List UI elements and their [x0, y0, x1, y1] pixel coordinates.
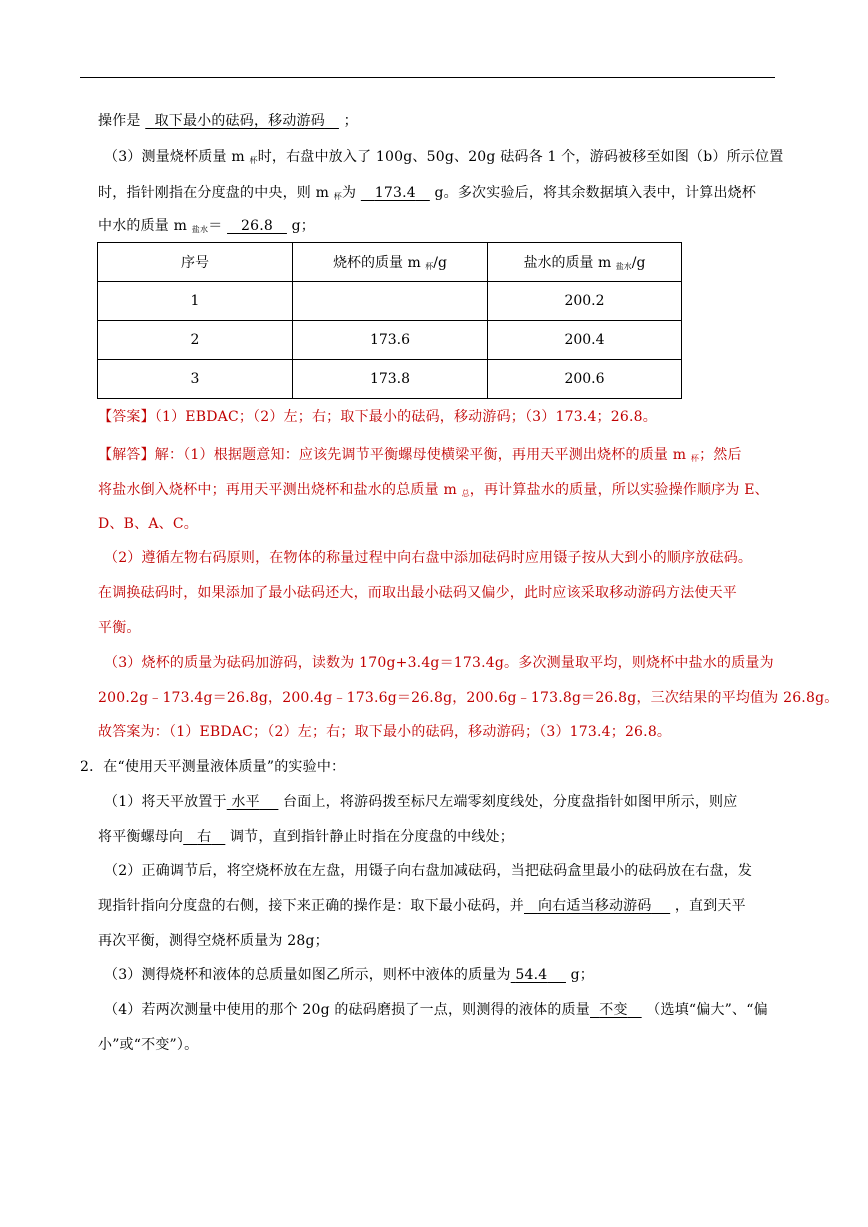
table-cell: 1 [98, 282, 293, 321]
table-row [98, 360, 682, 399]
table-cell: 200.2 [488, 282, 682, 321]
answer-blank: 54.4 [515, 967, 548, 983]
question-2-title: 2．在“使用天平测量液体质量”的实验中： [80, 759, 346, 775]
q2-line: 再次平衡，测得空烧杯质量为 28g； [98, 933, 329, 949]
answer-line: 【答案】（1）EBDAC；（2）左；右；取下最小的砝码，移动游码；（3）173.4；26.8。 [98, 409, 657, 425]
q1-line-3: 时，指针刚指在分度盘的中央，则 m $_杯$为 173.4 g。多次实验后，将其余数据填入表中，计算出烧杯 [98, 185, 757, 201]
solution-line: 在调换砝码时，如果添加了最小砝码还大，而取出最小砝码又偏少，此时应该采取移动游码方法使天平 [98, 585, 737, 601]
solution-line: 200.2g﹣173.4g＝26.8g，200.4g﹣173.6g＝26.8g，200.6g﹣173.8g＝26.8g，三次结果的平均值为 26.8g。 [98, 690, 839, 706]
header-cell: 烧杯的质量 m $_杯$/g [293, 243, 488, 282]
q2-line: （4）若两次测量中使用的那个 20g 的砝码磨损了一点，则测得的液体的质量 不变 （选填“偏大”、“偏 [104, 1002, 768, 1018]
table-cell: 200.4 [488, 321, 682, 360]
table-cell [293, 282, 488, 321]
table-header-row [98, 243, 682, 282]
table-cell: 173.8 [293, 360, 488, 399]
solution-line: 将盐水倒入烧杯中；再用天平测出烧杯和盐水的总质量 m $_总$，再计算盐水的质量，所以实验操作顺序为 E、 [98, 482, 769, 498]
solution-line: （2）遵循左物右码原则，在物体的称量过程中向右盘中添加砝码时应用镊子按从大到小的顺序放砝码。 [104, 550, 753, 566]
table-cell: 173.6 [293, 321, 488, 360]
answer-blank: 26.8 [241, 218, 273, 234]
table-row [98, 282, 682, 321]
solution-line: D、B、A、C。 [98, 516, 198, 532]
solution-line: 平衡。 [98, 620, 141, 636]
answer-blank: 向右适当移动游码 [537, 898, 652, 914]
answer-blank: 173.4 [374, 185, 416, 201]
data-table [97, 242, 682, 399]
q2-line: （2）正确调节后，将空烧杯放在左盘，用镊子向右盘加减砝码，当把砝码盒里最小的砝码放在右盘，发 [104, 863, 753, 879]
q2-line: （3）测得烧杯和液体的总质量如图乙所示，则杯中液体的质量为 54.4 g； [104, 967, 594, 983]
answer-blank: 取下最小的砝码，移动游码 [154, 113, 325, 129]
answer-blank: 不变 [599, 1002, 628, 1018]
q1-line-2: （3）测量烧杯质量 m $_杯$时，右盘中放入了 100g、50g、20g 砝码各 1 个，游码被移至如图（b）所示位置 [104, 149, 784, 165]
q1-line-1: 操作是 取下最小的砝码，移动游码 ； [98, 113, 358, 129]
q1-line-4: 中水的质量 m $_{盐水}$＝ 26.8 g； [98, 218, 315, 234]
header-cell: 序号 [98, 243, 293, 282]
table-row [98, 321, 682, 360]
final-answer-line: 故答案为：（1）EBDAC；（2）左；右；取下最小的砝码，移动游码；（3）173.4；26.8。 [98, 724, 672, 740]
header-cell: 盐水的质量 m $_{盐水}$/g [488, 243, 682, 282]
q2-line: （1）将天平放置于 水平 台面上，将游码拨至标尺左端零刻度线处，分度盘指针如图甲所示，则应 [104, 794, 738, 810]
solution-line: 【解答】解：（1）根据题意知：应该先调节平衡螺母使横梁平衡，再用天平测出烧杯的质量 m $_杯$；然后 [98, 447, 742, 463]
answer-blank: 右 [197, 829, 212, 845]
solution-line: （3）烧杯的质量为砝码加游码，读数为 170g+3.4g＝173.4g。多次测量取平均，则烧杯中盐水的质量为 [104, 655, 774, 671]
answer-blank: 水平 [231, 794, 260, 810]
header-rule [80, 77, 775, 78]
table-cell: 3 [98, 360, 293, 399]
table-cell: 200.6 [488, 360, 682, 399]
q2-line: 现指针指向分度盘的右侧，接下来正确的操作是：取下最小砝码，并 向右适当移动游码 ，直到天平 [98, 898, 746, 914]
q2-line: 小”或“不变”）。 [98, 1037, 199, 1053]
table-cell: 2 [98, 321, 293, 360]
q2-line: 将平衡螺母向 右 调节，直到指针静止时指在分度盘的中线处； [98, 829, 514, 845]
